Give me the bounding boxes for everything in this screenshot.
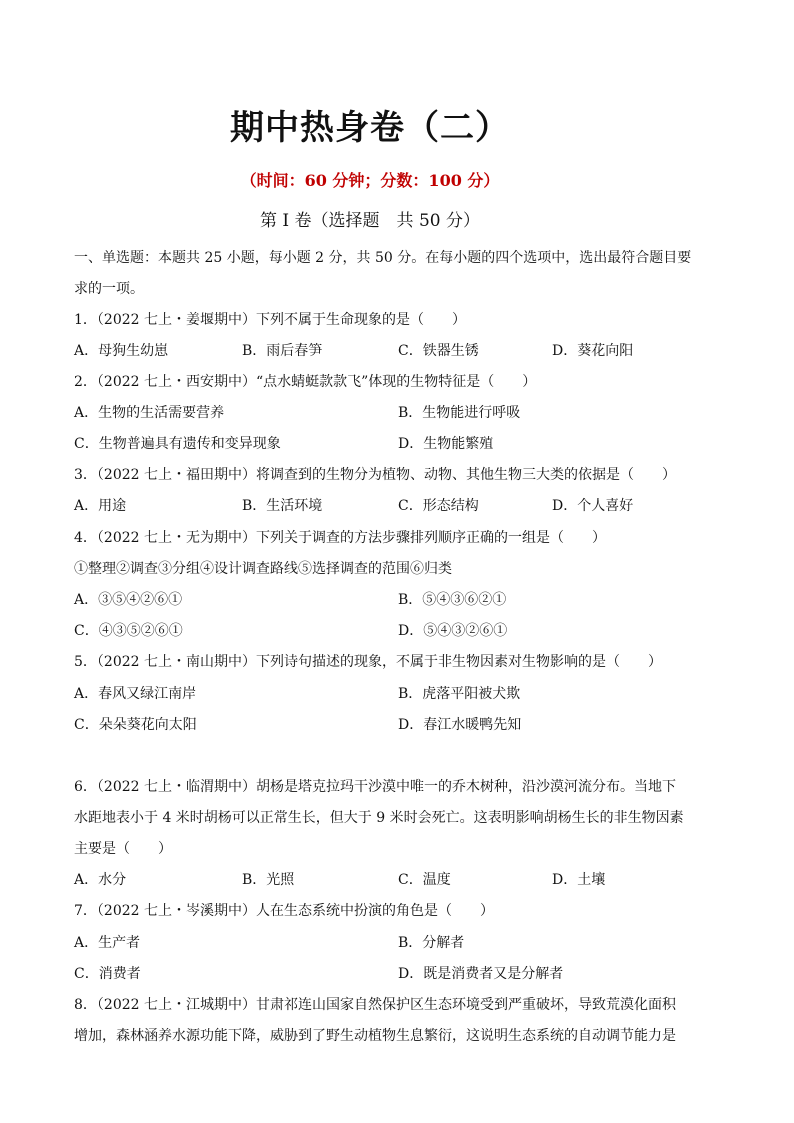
question-stem: 增加，森林涵养水源功能下降，威胁到了野生动植物生息繁衍，这说明生态系统的自动调节能力是	[74, 1028, 676, 1044]
option: B．生物能进行呼吸	[398, 405, 521, 421]
instructions-line: 一、单选题：本题共 25 小题，每小题 2 分，共 50 分。在每小题的四个选项中，选出最符合题目要	[74, 250, 692, 266]
page-title: 期中热身卷（二）	[230, 108, 510, 148]
option: C．生物普遍具有遗传和变异现象	[74, 436, 281, 452]
question-stem: 8．（2022 七上・江城期中）甘肃祁连山国家自然保护区生态环境受到严重破坏，导致荒漠化面积	[74, 997, 676, 1013]
option: D．个人喜好	[552, 498, 634, 514]
option: A．生物的生活需要营养	[74, 405, 225, 421]
section-heading: 第 I 卷（选择题 共 50 分）	[260, 211, 480, 231]
option: C．形态结构	[398, 498, 479, 514]
option: A．③⑤④②⑥①	[74, 592, 183, 608]
option: A．水分	[74, 872, 127, 888]
option: C．铁器生锈	[398, 343, 479, 359]
question-stem: 水距地表小于 4 米时胡杨可以正常生长，但大于 9 米时会死亡。这表明影响胡杨生长的非生物因素	[74, 810, 684, 826]
instructions-line: 求的一项。	[74, 281, 144, 297]
question-stem: 2．（2022 七上・西安期中）“点水蜻蜓款款飞”体现的生物特征是（ ）	[74, 374, 537, 390]
question-stem: 1．（2022 七上・姜堰期中）下列不属于生命现象的是（ ）	[74, 312, 466, 328]
option: D．生物能繁殖	[398, 436, 494, 452]
option: B．雨后春笋	[242, 343, 323, 359]
option: B．分解者	[398, 935, 465, 951]
option: B．⑤④③⑥②①	[398, 592, 507, 608]
question-stem: 5．（2022 七上・南山期中）下列诗句描述的现象，不属于非生物因素对生物影响的是（ ）	[74, 654, 662, 670]
question-stem: 7．（2022 七上・岑溪期中）人在生态系统中扮演的角色是（ ）	[74, 903, 494, 919]
option: B．光照	[242, 872, 295, 888]
option: C．朵朵葵花向太阳	[74, 717, 197, 733]
option: B．虎落平阳被犬欺	[398, 686, 521, 702]
exam-time-score: （时间：60 分钟；分数：100 分）	[240, 171, 500, 190]
option: A．春风又绿江南岸	[74, 686, 197, 702]
option: D．土壤	[552, 872, 606, 888]
question-stem: 3．（2022 七上・福田期中）将调查到的生物分为植物、动物、其他生物三大类的依据是（ ）	[74, 467, 676, 483]
option: B．生活环境	[242, 498, 323, 514]
option: C．消费者	[74, 966, 141, 982]
option: C．温度	[398, 872, 451, 888]
option: C．④③⑤②⑥①	[74, 623, 183, 639]
question-stem: 4．（2022 七上・无为期中）下列关于调查的方法步骤排列顺序正确的一组是（ ）	[74, 530, 606, 546]
option: A．用途	[74, 498, 127, 514]
option: D．⑤④③②⑥①	[398, 623, 508, 639]
option: D．既是消费者又是分解者	[398, 966, 564, 982]
option: D．葵花向阳	[552, 343, 634, 359]
option: A．生产者	[74, 935, 141, 951]
question-stem: 6．（2022 七上・临渭期中）胡杨是塔克拉玛干沙漠中唯一的乔木树种，沿沙漠河流分布。当地下	[74, 779, 676, 795]
question-stem: 主要是（ ）	[74, 841, 172, 857]
option: A．母狗生幼崽	[74, 343, 169, 359]
option: D．春江水暖鸭先知	[398, 717, 522, 733]
question-stem: ①整理②调查③分组④设计调查路线⑤选择调查的范围⑥归类	[74, 561, 452, 577]
